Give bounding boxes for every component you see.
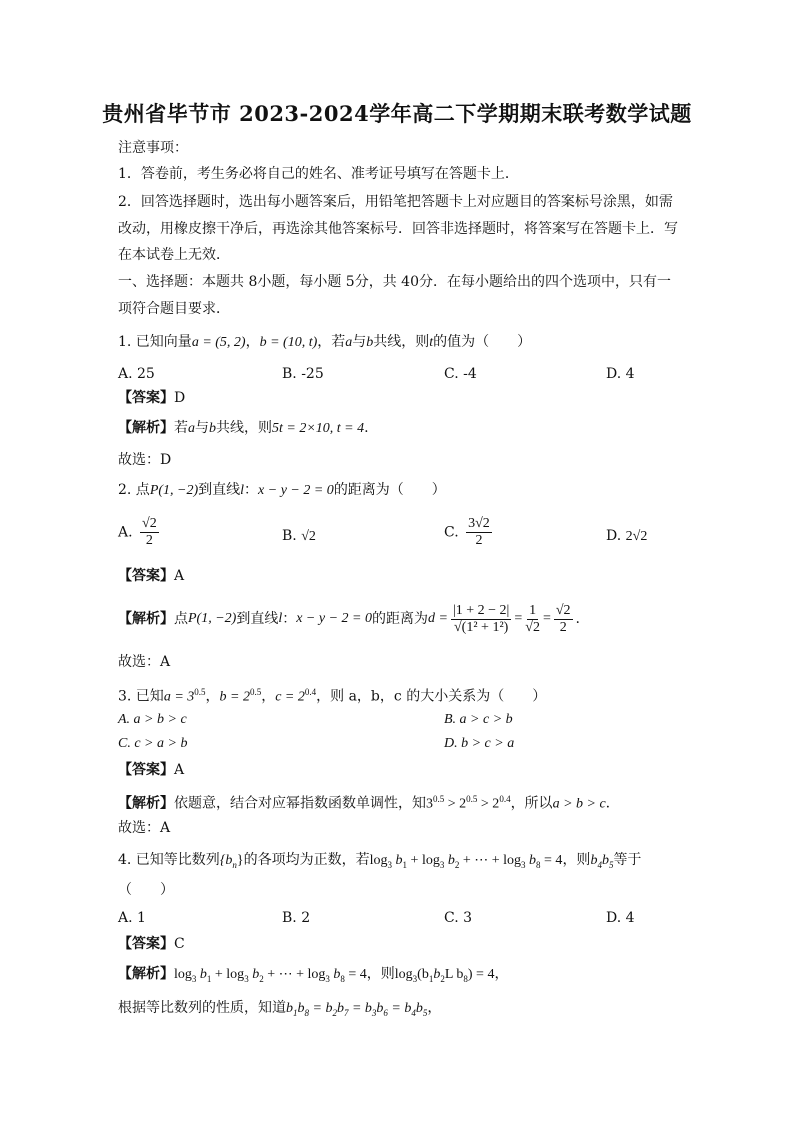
q2-mid: 到直线 — [198, 482, 241, 498]
q1-sep: ， — [245, 334, 260, 350]
q2-option-a-label: A. — [118, 524, 133, 541]
q1-analysis-label: 【解析】 — [118, 420, 174, 436]
q3-sep2: ， — [261, 688, 276, 705]
q4-answer — [118, 934, 185, 954]
q4-analysis-log-2: log — [226, 967, 245, 982]
q4-l2-b3: b — [364, 1001, 372, 1016]
q2-option-a-den: 2 — [145, 533, 153, 548]
q2-analysis-eq3: = — [542, 611, 551, 626]
q3-analysis-gt-2: > 2 — [477, 796, 500, 812]
q4-option-a: A. 1 — [118, 910, 146, 926]
q4-l2-b6: b — [376, 1001, 384, 1016]
q2-analysis-mid: 到直线 — [236, 611, 279, 627]
q3-analysis-ineq-1-exp: 0.5 — [433, 794, 445, 804]
q4-tail: ，则 — [562, 852, 591, 868]
q4-mid: 的各项均为正数，若 — [243, 852, 370, 868]
q2-point: P(1, −2) — [149, 483, 199, 498]
q2-answer — [118, 566, 184, 586]
q3-a: a = 3 — [163, 689, 195, 705]
q2-answer-label: 【答案】 — [118, 568, 174, 584]
q4-analysis-end: ， — [494, 966, 509, 982]
q2-analysis-point: P(1, −2) — [188, 611, 237, 626]
q2-analysis-d: d = — [428, 611, 448, 626]
q3-analysis-gt-1: > 2 — [444, 796, 467, 812]
q2-analysis-eq2: = — [514, 611, 523, 626]
q3-option-a: A. a > b > c — [118, 712, 187, 727]
q2-analysis-label: 【解析】 — [118, 611, 174, 627]
q1-analysis-mid: 与 — [195, 420, 209, 436]
q4-analysis-log-3: log — [307, 967, 326, 982]
q4-target: $b_4b_5$ — [590, 853, 614, 870]
q2-option-c — [444, 516, 495, 549]
q2-analysis-frac-1 — [451, 603, 511, 636]
q3-answer — [118, 760, 184, 780]
q2-analysis-frac-3-num: √2 — [555, 602, 571, 618]
q3-stem-prefix: 3. 已知 — [118, 688, 164, 705]
q2-option-d-label: D. — [606, 528, 622, 544]
q2-option-d — [606, 526, 647, 547]
q2-analysis-mid2: 的距离为 — [372, 611, 428, 627]
q1-stem-prefix: 1. 已知向量 — [118, 334, 192, 350]
notice-heading: 注意事项： — [118, 140, 188, 156]
q4-option-b: B. 2 — [282, 910, 311, 926]
q2-analysis-frac-2-num: 1 — [529, 602, 537, 618]
q1-t: t — [429, 335, 434, 350]
q2-analysis — [118, 596, 580, 642]
q4-log-1: log — [369, 853, 388, 868]
q4-analysis-label: 【解析】 — [118, 966, 174, 982]
q1-vec-b: b — [366, 335, 374, 350]
q1-analysis-vec-b: b — [209, 421, 216, 436]
q3-analysis-ineq-2-exp: 0.5 — [466, 794, 478, 804]
q1-answer-label: 【答案】 — [118, 390, 174, 406]
q2-option-b-val: √2 — [301, 529, 316, 544]
q3-a-exp: 0.5 — [194, 687, 206, 697]
q1-analysis-eq: 5t = 2×10, t = 4 — [272, 421, 365, 436]
q1-vector-a: a = (5, 2) — [191, 335, 246, 350]
q4-analysis-line-2 — [118, 998, 441, 1023]
q3-analysis-end: . — [605, 795, 611, 812]
q3-analysis-text: 依题意，结合对应幂指数函数单调性，知 — [174, 795, 426, 812]
q4-stem-paren: （ ） — [118, 882, 174, 898]
q4-analysis-product-start: (b — [417, 967, 429, 982]
q2-option-c-num: 3√2 — [468, 516, 490, 531]
q1-option-a: A. 25 — [118, 366, 155, 382]
q1-option-d: D. 4 — [606, 366, 635, 382]
q3-option-d: D. b > c > a — [444, 736, 515, 751]
q3-answer-value: A — [174, 762, 185, 778]
q4-l2-b1: b — [286, 1001, 293, 1016]
q4-analysis-product-ellipsis: L b — [444, 967, 464, 982]
notice-item-2-line-2: 改动，用橡皮擦干净后，再选涂其他答案标号．回答非选择题时，将答案写在答题卡上．写 — [118, 221, 678, 237]
q1-mid: ，若 — [317, 334, 346, 350]
q3-answer-label: 【答案】 — [118, 762, 174, 778]
q2-option-b-label: B. — [282, 528, 297, 544]
q4-l2-b4: b — [404, 1001, 412, 1016]
q4-option-d: D. 4 — [606, 910, 635, 926]
q1-end: 共线，则 — [373, 334, 430, 350]
q4-analysis-line-2-end: ， — [427, 1000, 442, 1016]
q1-vector-b: b = (10, t) — [259, 335, 318, 350]
q2-option-c-frac — [466, 516, 492, 549]
q1-answer — [118, 388, 185, 408]
q4-target-b5: b — [601, 853, 609, 868]
q4-seq: {b — [219, 853, 233, 868]
q2-conclusion: 故选：A — [118, 654, 171, 670]
q4-analysis-mid: ，则 — [366, 966, 395, 982]
q4-l2-b2: b — [325, 1001, 333, 1016]
q2-option-b — [282, 526, 316, 547]
q4-l2-b5: b — [415, 1001, 423, 1016]
q3-analysis-label: 【解析】 — [118, 795, 174, 812]
q3-b: b = 2 — [219, 689, 250, 705]
q2-analysis-frac-3-den: 2 — [559, 619, 567, 635]
q2-analysis-frac-3 — [554, 603, 573, 636]
q4-analysis-log-expression: $\log_3 b_1 + \log_3 b_2$ + ⋯ + $\log_3 b_8 = 4$ — [174, 967, 367, 984]
q1-analysis-vec-a: a — [188, 421, 195, 436]
q2-colon: ： — [244, 482, 259, 498]
q4-target-tail: 等于 — [613, 852, 642, 868]
q1-analysis-pre: 若 — [174, 420, 188, 436]
q2-option-d-val: 2√2 — [625, 529, 648, 544]
q2-analysis-colon: ： — [282, 611, 297, 627]
q2-analysis-frac-1-num: |1 + 2 − 2| — [452, 602, 510, 618]
q1-stem — [118, 332, 531, 353]
q1-option-c: C. -4 — [444, 366, 477, 382]
q4-analysis-log-1: log — [174, 967, 192, 982]
q4-l2-b7: b — [336, 1001, 344, 1016]
q4-analysis-line-2-text: 根据等比数列的性质，知道 — [118, 1000, 286, 1016]
q3-analysis-ineq-1: 3 — [426, 796, 433, 812]
q2-option-a-num: √2 — [142, 516, 157, 531]
q4-answer-value: C — [174, 936, 185, 952]
q3-analysis-mid: ，所以 — [510, 795, 553, 812]
q4-log-expression: $\log_3 b_1 + \log_3 b_2$ + ⋯ + $\log_3 b_8 = 4$ — [369, 853, 563, 870]
q3-conclusion: 故选：A — [118, 820, 171, 836]
q1-analysis — [118, 418, 369, 439]
q4-analysis-product-eq: ) = 4 — [467, 967, 495, 982]
q2-analysis-frac-2-den: √2 — [525, 619, 540, 635]
q2-answer-value: A — [174, 568, 185, 584]
q4-log-3: log — [503, 853, 522, 868]
q2-line-l: l — [240, 483, 245, 498]
q3-tail: ，则 a，b，c 的大小关系为（ ） — [316, 688, 547, 705]
q1-analysis-end: . — [364, 420, 369, 436]
q1-answer-value: D — [174, 390, 186, 406]
q2-analysis-eq: x − y − 2 = 0 — [296, 611, 372, 626]
q3-b-exp: 0.5 — [249, 687, 262, 697]
notice-item-1: 1．答卷前，考生务必将自己的姓名、准考证号填写在答题卡上． — [118, 166, 519, 182]
q1-analysis-mid2: 共线，则 — [216, 420, 272, 436]
section-1-line-1: 一、选择题：本题共 8小题，每小题 5分，共 40分．在每小题给出的四个选项中，只有一 — [118, 274, 671, 290]
q2-option-c-den: 2 — [475, 533, 483, 548]
q2-option-a-frac — [140, 516, 159, 549]
q1-vec-a: a — [345, 335, 353, 350]
q1-tail: 的值为（ ） — [433, 334, 532, 350]
q3-analysis-ineq-3-exp: 0.4 — [499, 794, 511, 804]
q4-analysis-line-2-eq: $b_1b_8 = b_2b_7 = b_3b_6 = b_4b_5$ — [286, 1001, 428, 1018]
notice-item-2-line-1: 2．回答选择题时，选出每小题答案后，用铅笔把答题卡上对应题目的答案标号涂黑，如需 — [118, 194, 673, 210]
q4-analysis-product: $\log_3(b_1b_2L$ $b_8) = 4$ — [394, 967, 495, 984]
q2-analysis-end: . — [575, 611, 580, 627]
q2-option-a — [118, 516, 162, 549]
q3-option-b: B. a > c > b — [444, 712, 513, 727]
q3-analysis-result: a > b > c — [552, 796, 606, 812]
page-title: 贵州省毕节市 2023-2024学年高二下学期期末联考数学试题 — [102, 101, 692, 126]
q3-stem — [118, 682, 546, 708]
q2-analysis-frac-2 — [525, 603, 540, 636]
q4-l2-b8: b — [297, 1001, 305, 1016]
q2-option-c-label: C. — [444, 524, 459, 541]
q4-analysis-eq-tail: = 4 — [348, 967, 367, 982]
q4-option-c: C. 3 — [444, 910, 473, 926]
q3-c-exp: 0.4 — [304, 687, 317, 697]
q2-analysis-frac-1-den: √(1² + 1²) — [454, 619, 509, 635]
q1-conclusion: 故选：D — [118, 452, 172, 468]
q2-analysis-l: l — [278, 611, 283, 626]
q3-sep1: ， — [205, 688, 220, 705]
section-1-line-2: 项符合题目要求． — [118, 301, 230, 317]
q2-line-eq: x − y − 2 = 0 — [258, 483, 334, 498]
q4-log-2: log — [421, 853, 440, 868]
q4-seq-sub: n — [232, 859, 237, 870]
q4-analysis-log-4: log — [394, 967, 413, 982]
q4-target-b4: b — [590, 853, 598, 868]
q2-tail: 的距离为（ ） — [333, 482, 446, 498]
q1-mid2: 与 — [352, 334, 367, 350]
q3-analysis — [118, 789, 610, 815]
notice-item-2-line-3: 在本试卷上无效． — [118, 247, 230, 263]
q4-stem — [118, 850, 641, 875]
q4-answer-label: 【答案】 — [118, 936, 174, 952]
q2-stem — [118, 480, 446, 501]
q2-stem-prefix: 2. 点 — [118, 482, 150, 498]
q1-option-b: B. -25 — [282, 366, 324, 382]
q4-seq-end: } — [236, 853, 244, 868]
q3-option-c: C. c > a > b — [118, 736, 188, 751]
q4-eq-tail: = 4 — [544, 853, 563, 868]
q4-analysis — [118, 964, 508, 989]
q2-analysis-pre: 点 — [174, 611, 188, 627]
q3-c: c = 2 — [275, 689, 305, 705]
q4-stem-prefix: 4. 已知等比数列 — [118, 852, 220, 868]
